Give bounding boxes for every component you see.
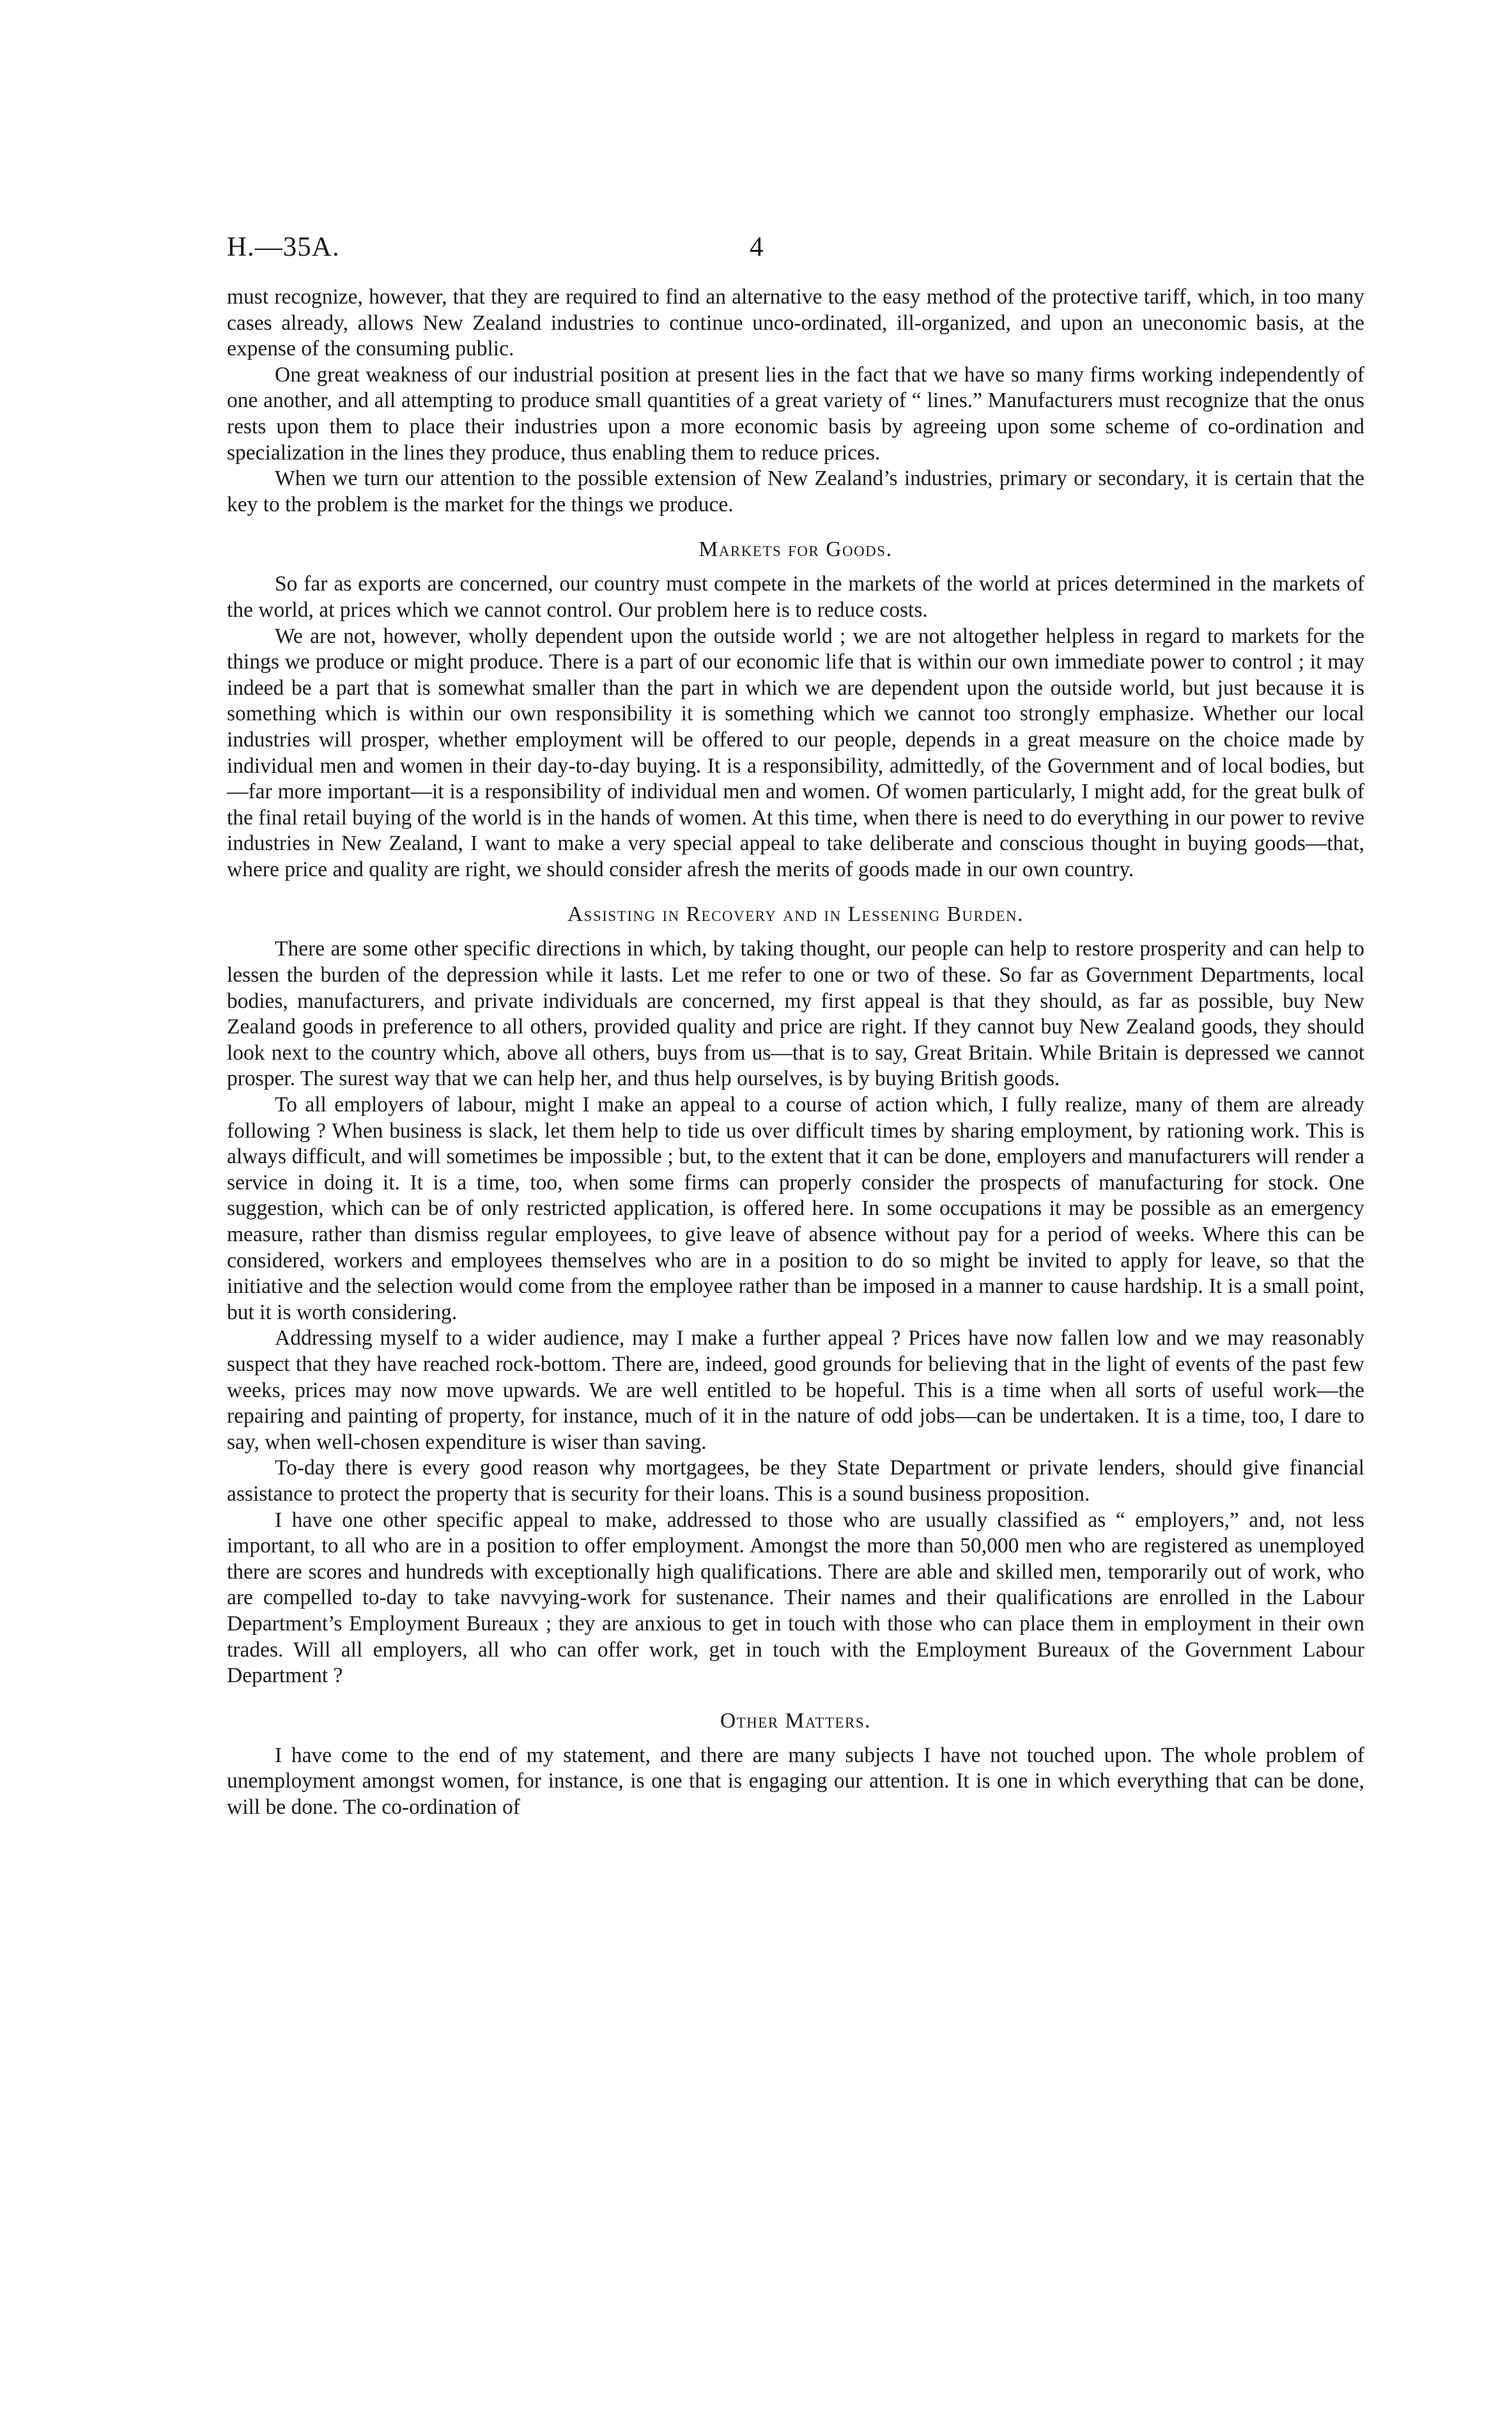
section-heading-other-matters: Other Matters. (720, 1708, 872, 1733)
paragraph: I have come to the end of my statement, and there are many subjects I have not touched upon. The whole problem of unemployment amongst women, for instance, is one that is engaging our attention. It is one in which everything that can be done, will be done. The co-ordination of (227, 1743, 1364, 1819)
document-body (227, 284, 1364, 1820)
paragraph: To all employers of labour, might I make an appeal to a course of action which, I fully realize, many of them are already following ? When business is slack, let them help to tide us over difficult times by sharing employment, by rationing work. This is always difficult, and will sometimes be impossible ; but, to the extent that it can be done, employers and manufacturers will render a service in doing it. It is a time, too, when some firms can properly consider the prospects of manufacturing for stock. One suggestion, which can be of only restricted application, is offered here. In some occupations it may be possible as an emergency measure, rather than dismiss regular employees, to give leave of absence without pay for a period of weeks. Where this can be considered, workers and employees themselves who are in a position to do so might be invited to apply for leave, so that the initiative and the selection would come from the employee rather than be imposed in a manner to cause hardship. It is a small point, but it is worth considering. (227, 1093, 1364, 1324)
paragraph: So far as exports are concerned, our country must compete in the markets of the world at prices determined in the markets of the world, at prices which we cannot control. Our problem here is to reduce costs. (227, 572, 1364, 622)
paragraph: Addressing myself to a wider audience, may I make a further appeal ? Prices have now fallen low and we may reasonably suspect that they have reached rock-bottom. There are, indeed, good grounds for believing that in the light of events of the past few weeks, prices may now move upwards. We are well entitled to be hopeful. This is a time when all sorts of useful work—the repairing and painting of property, for instance, much of it in the nature of odd jobs—can be undertaken. It is a time, too, I dare to say, when well-chosen expenditure is wiser than saving. (227, 1326, 1364, 1454)
paragraph: There are some other specific directions in which, by taking thought, our people can help to restore prosperity and can help to lessen the burden of the depression while it lasts. Let me refer to one or two of these. So far as Government Departments, local bodies, manufacturers, and private individuals are concerned, my first appeal is that they should, as far as possible, buy New Zealand goods in preference to all others, provided quality and price are right. If they cannot buy New Zealand goods, they should look next to the country which, above all others, buys from us—that is to say, Great Britain. While Britain is depressed we cannot prosper. The surest way that we can help her, and thus help ourselves, is by buying British goods. (227, 937, 1364, 1091)
section-heading-assisting-in-recovery: Assisting in Recovery and in Lessening Burden. (567, 902, 1024, 927)
page-number: 4 (750, 232, 764, 262)
paragraph-continued: must recognize, however, that they are required to find an alternative to the easy method of the protective tariff, which, in too many cases already, allows New Zealand industries to continue unco-ordinated, ill-organized, and upon an uneconomic basis, at the expense of the consuming public. (227, 285, 1364, 361)
paragraph: To-day there is every good reason why mortgagees, be they State Department or private lenders, should give financial assistance to protect the property that is security for their loans. This is a sound business proposition. (227, 1456, 1364, 1506)
page-header (227, 231, 1364, 270)
document-reference: H.—35A. (227, 232, 340, 262)
paragraph: We are not, however, wholly dependent upon the outside world ; we are not altogether helpless in regard to markets for the things we produce or might produce. There is a part of our economic life that is within our own immediate power to control ; it may indeed be a part that is somewhat smaller than the part in which we are dependent upon the outside world, but just because it is something which is within our own responsibility it is something which we cannot too strongly emphasize. Whether our local industries will prosper, whether employment will be offered to our people, depends in a great measure on the choice made by individual men and women in their day-to-day buying. It is a responsibility, admittedly, of the Government and of local bodies, but—far more important—it is a responsibility of individual men and women. Of women particularly, I might add, for the great bulk of the final retail buying of the world is in the hands of women. At this time, when there is need to do everything in our power to revive industries in New Zealand, I want to make a very special appeal to take deliberate and conscious thought in buying goods—that, where price and quality are right, we should consider afresh the merits of goods made in our own country. (227, 624, 1364, 881)
section-heading-markets-for-goods: Markets for Goods. (698, 537, 893, 562)
paragraph: I have one other specific appeal to make, addressed to those who are usually classified as “ employers,” and, not less important, to all who are in a position to offer employment. Amongst the more than 50,000 men who are registered as unemployed there are scores and hundreds with exceptionally high qualifications. There are able and skilled men, temporarily out of work, who are compelled to-day to take navvying-work for sustenance. Their names and their qualifications are enrolled in the Labour Department’s Employment Bureaux ; they are anxious to get in touch with those who can place them in employment in their own trades. Will all employers, all who can offer work, get in touch with the Employment Bureaux of the Government Labour Department ? (227, 1508, 1364, 1688)
paragraph: When we turn our attention to the possible extension of New Zealand’s industries, primary or secondary, it is certain that the key to the problem is the market for the things we produce. (227, 467, 1364, 516)
paragraph: One great weakness of our industrial position at present lies in the fact that we have so many firms working independently of one another, and all attempting to produce small quantities of a great variety of “ lines.” Manufacturers must recognize that the onus rests upon them to place their industries upon a more economic basis by agreeing upon some scheme of co-ordination and specialization in the lines they produce, thus enabling them to reduce prices. (227, 362, 1364, 465)
